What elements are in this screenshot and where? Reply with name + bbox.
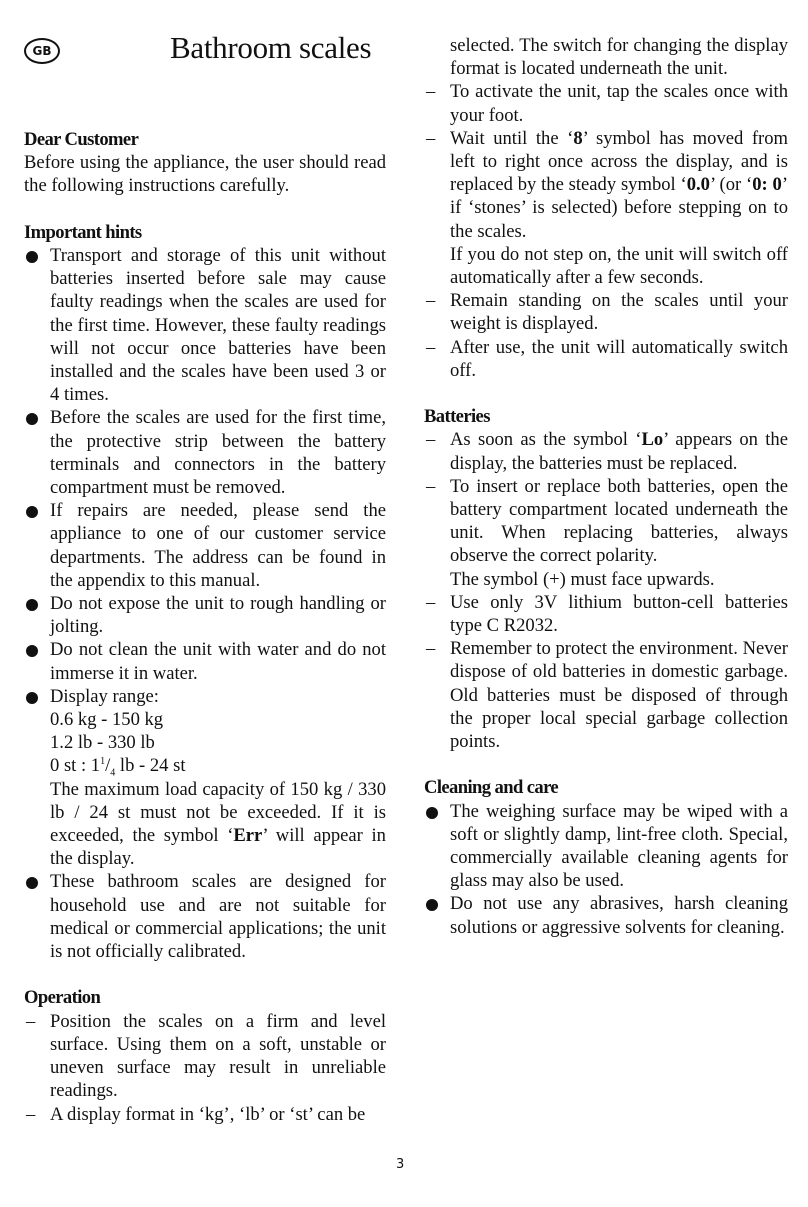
auto-off-note: If you do not step on, the unit will switch off automatically after a few seconds. xyxy=(450,243,788,289)
hint-item: Before the scales are used for the first time, the protective strip between the battery terminals and connectors in the battery compartment must be removed. xyxy=(24,406,386,499)
cleaning-item: The weighing surface may be wiped with a soft or slightly damp, lint-free cloth. Special, commercially available cleaning agents for glass may also be used. xyxy=(424,800,788,893)
operation-item: – To activate the unit, tap the scales once with your foot. xyxy=(424,80,788,126)
hint-item: If repairs are needed, please send the appliance to one of our customer service departments. The address can be found in the appendix to this manual. xyxy=(24,499,386,592)
battery-item: – To insert or replace both batteries, open the battery compartment located underneath the unit. When replacing batteries, always observe the correct polarity. The symbol (+) must face upwards. xyxy=(424,475,788,591)
operation-item-continued: selected. The switch for changing the display format is located underneath the unit. xyxy=(450,35,788,80)
polarity-note: The symbol (+) must face upwards. xyxy=(450,568,715,590)
display-range-label: Display range: xyxy=(50,685,159,707)
err-symbol: Err xyxy=(233,825,263,847)
batteries-heading: Batteries xyxy=(424,406,490,428)
battery-item: – Use only 3V lithium button-cell batteries type C R2032. xyxy=(424,591,788,637)
hint-item: These bathroom scales are designed for household use and are not suitable for medical or commercial applications; the unit is not officially calibrated. xyxy=(24,870,386,963)
display-range-item xyxy=(24,685,386,871)
hint-item: Do not clean the unit with water and do not immerse it in water. xyxy=(24,638,386,684)
operation-item: – Remain standing on the scales until your weight is displayed. xyxy=(424,289,788,335)
symbol-8: 8 xyxy=(573,127,583,149)
dear-customer-text: Before using the appliance, the user should read the following instructions carefully. xyxy=(24,152,386,197)
battery-item: – As soon as the symbol ‘Lo’ appears on the display, the batteries must be replaced. xyxy=(424,428,788,474)
lo-symbol: Lo xyxy=(641,429,664,451)
hint-item: Transport and storage of this unit without batteries inserted before sale may cause faulty readings when the scales are used for the first time. However, these faulty readings will not occur once batteries have been installed and the scales have been used 3 or 4 times. xyxy=(24,244,386,406)
language-badge: GB xyxy=(24,38,60,64)
cleaning-heading: Cleaning and care xyxy=(424,777,559,799)
operation-heading: Operation xyxy=(24,987,101,1009)
operation-item: – Wait until the ‘8’ symbol has moved from left to right once across the display, and is replaced by the steady symbol ‘0.0’ (or ‘0: 0’ if ‘stones’ is selected) before stepping on to the scales. If you do not step on, the unit will switch off automatically after a few seconds. xyxy=(424,127,788,289)
range-lb: 1.2 lb - 330 lb xyxy=(50,732,155,754)
dear-customer-heading: Dear Customer xyxy=(24,129,139,150)
left-column xyxy=(24,128,386,1126)
symbol-0-colon-0: 0: 0 xyxy=(752,174,782,196)
symbol-0-0: 0.0 xyxy=(686,174,710,196)
operation-item: – After use, the unit will automatically switch off. xyxy=(424,336,788,382)
battery-item: – Remember to protect the environment. Never dispose of old batteries in domestic garbage. Old batteries must be disposed of through the proper local special garbage collection points. xyxy=(424,637,788,753)
cleaning-item: Do not use any abrasives, harsh cleaning solutions or aggressive solvents for cleaning. xyxy=(424,892,788,938)
right-column xyxy=(424,34,788,939)
page-number: 3 xyxy=(396,1157,405,1172)
range-st: 0 st : $1^1/_4$ lb - 24 st xyxy=(50,755,186,780)
operation-item: – A display format in ‘kg’, ‘lb’ or ‘st’ can be xyxy=(24,1103,386,1126)
max-load-text: The maximum load capacity of 150 kg / 330 lb / 24 st must not be exceeded. If it is exceeded, the symbol ‘Err’ will appear in the display. xyxy=(50,778,386,870)
operation-item: – Position the scales on a firm and level surface. Using them on a soft, unstable or uneven surface may result in unreliable readings. xyxy=(24,1010,386,1103)
page-title: Bathroom scales xyxy=(170,30,372,65)
range-kg: 0.6 kg - 150 kg xyxy=(50,709,164,731)
important-hints-heading: Important hints xyxy=(24,221,142,243)
hint-item: Do not expose the unit to rough handling or jolting. xyxy=(24,592,386,638)
